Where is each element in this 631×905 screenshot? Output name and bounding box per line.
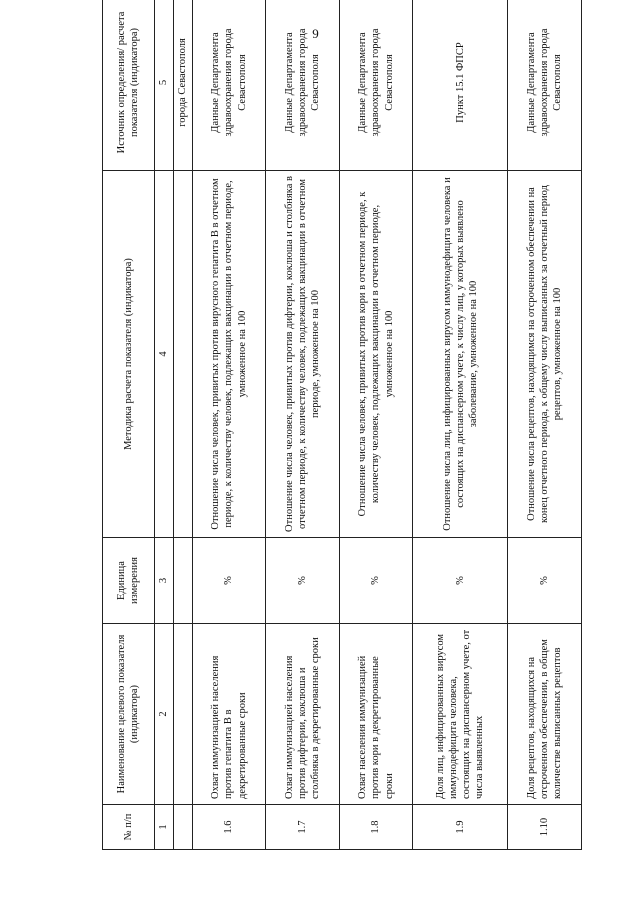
indicators-table	[102, 0, 582, 850]
row-method: Отношение числа человек, привитых против кори в отчетном периоде, к количеству человек, подлежащих вакцинации в отчетном периоде, умноженное на 100	[339, 171, 413, 538]
table-cell-empty	[173, 805, 192, 850]
header-method: Методика расчета показателя (индикатора)	[103, 171, 155, 538]
page-number: 9	[312, 26, 319, 41]
row-unit: %	[339, 538, 413, 624]
row-source: Данные Департамента здравоохранения города Севастополя	[192, 0, 266, 171]
table-cell-empty	[173, 171, 192, 538]
column-index: 4	[154, 171, 173, 538]
row-name: Доля рецептов, находящихся на отсроченном обеспечении, в общем количестве выписанных рецептов	[508, 624, 582, 805]
table-cell-empty	[173, 624, 192, 805]
table-row	[192, 0, 266, 850]
column-index: 2	[154, 624, 173, 805]
row-num: 1.10	[508, 805, 582, 850]
table-cell-empty	[173, 538, 192, 624]
table-row	[266, 0, 340, 850]
column-index: 5	[154, 0, 173, 171]
row-source: Данные Департамента здравоохранения города Севастополя	[266, 0, 340, 171]
header-name: Наименование целевого показателя (индикатора)	[103, 624, 155, 805]
row-method: Отношение числа человек, привитых против вирусного гепатита В в отчетном периоде, к количеству человек, подлежащих вакцинации в отчетном периоде, умноженное на 100	[192, 171, 266, 538]
row-method: Отношение числа человек, привитых против дифтерии, коклюша и столбняка в отчетном периоде, к количеству человек, подлежащих вакцинации в отчетном периоде, умноженное на 100	[266, 171, 340, 538]
row-num: 1.9	[413, 805, 508, 850]
region-row	[173, 0, 192, 850]
header-source: Источник определения/ расчета показателя (индикатора)	[103, 0, 155, 171]
row-unit: %	[266, 538, 340, 624]
column-index: 3	[154, 538, 173, 624]
row-name: Охват иммунизацией населения против гепатита В в декретированные сроки	[192, 624, 266, 805]
header-row	[103, 0, 155, 850]
row-num: 1.6	[192, 805, 266, 850]
table-row	[339, 0, 413, 850]
rotated-table-container	[102, 11, 582, 850]
row-source: Данные Департамента здравоохранения города Севастополя	[339, 0, 413, 171]
row-unit: %	[508, 538, 582, 624]
row-name: Охват населения иммунизацией против кори в декретированные сроки	[339, 624, 413, 805]
table-row	[508, 0, 582, 850]
row-method: Отношение числа лиц, инфицированных вирусом иммунодефицита человека и состоящих на диспансерном учете, к числу лиц, у которых выявлено заболевание, умноженное на 100	[413, 171, 508, 538]
row-source: Данные Департамента здравоохранения города Севастополя	[508, 0, 582, 171]
region-label: города Севастополя	[173, 0, 192, 171]
row-source: Пункт 15.1 ФПСР	[413, 0, 508, 171]
row-name: Доля лиц, инфицированных вирусом иммунодефицита человека, состоящих на диспансерном учете, от числа выявленных	[413, 624, 508, 805]
table-row	[413, 0, 508, 850]
column-index: 1	[154, 805, 173, 850]
row-unit: %	[413, 538, 508, 624]
row-num: 1.8	[339, 805, 413, 850]
header-num: № п/п	[103, 805, 155, 850]
row-method: Отношение числа рецептов, находящимся на отсроченном обеспечении на конец отчетного периода, к общему числу выписанных за отчетный период рецептов, умноженное на 100	[508, 171, 582, 538]
column-index-row	[154, 0, 173, 850]
row-name: Охват иммунизацией населения против дифтерии, коклюша и столбняка в декретированные сроки	[266, 624, 340, 805]
row-unit: %	[192, 538, 266, 624]
row-num: 1.7	[266, 805, 340, 850]
header-unit: Единица измерения	[103, 538, 155, 624]
